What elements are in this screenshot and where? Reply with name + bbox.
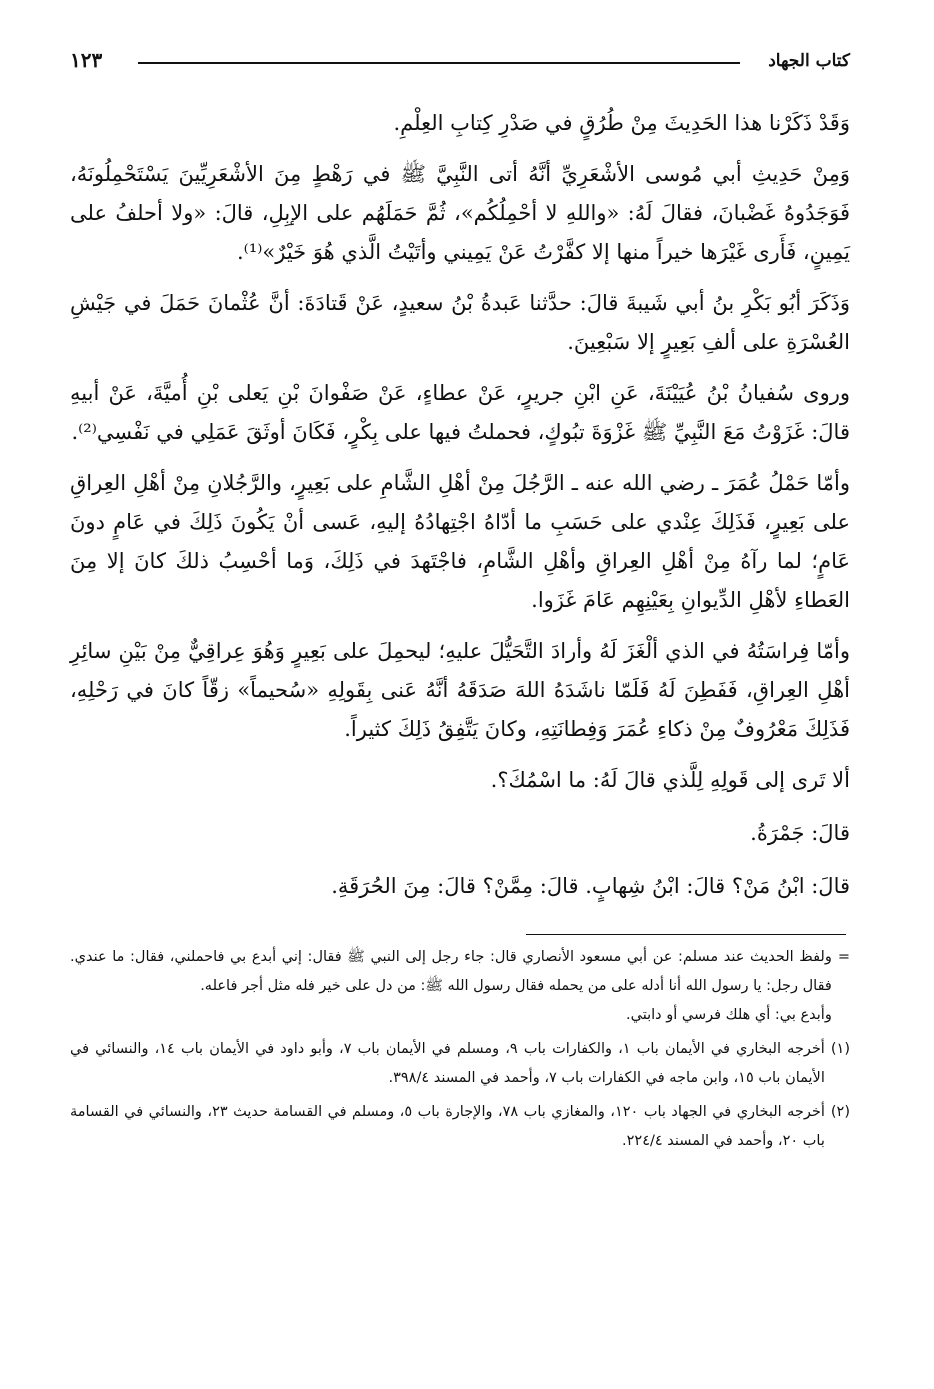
- body-paragraph: وأمّا حَمْلُ عُمَرَ ـ رضي الله عنه ـ الرَّجُلَ مِنْ أهْلِ الشَّامِ على بَعِيرٍ، والرَّجُلانِ مِنْ أهْلِ العِراقِ على بَعِيرٍ، فَذَلِكَ عِنْدي على حَسَبِ ما أدّاهُ اجْتِهادُهُ إليهِ، عَسى أنْ يَكُونَ ذَلِكَ في عَامٍ دونَ عَامٍ؛ لما رآهُ مِنْ أهْلِ العِراقِ وأهْلِ الشَّامِ، فاجْتَهدَ في ذَلِكَ، وَما أحْسِبُ ذلكَ كانَ إلا مِنَ العَطاءِ لأهْلِ الدِّيوانِ بِعَيْنِهِم عَامَ غَزَوا.: [70, 471, 850, 612]
- footnote-separator: [526, 934, 846, 935]
- page-number: ١٢٣: [70, 48, 103, 72]
- body-paragraph: وَقَدْ ذَكَرْنا هذا الحَدِيثَ مِنْ طُرُقٍ في صَدْرِ كِتابِ العِلْمِ.: [393, 111, 850, 135]
- header-rule: [138, 62, 740, 64]
- book-page: [70, 30, 850, 1389]
- body-paragraph: وَمِنْ حَدِيثِ أبي مُوسى الأشْعَرِيِّ أنَّهُ أتى النَّبِيَّ ﷺ في رَهْطٍ مِنَ الأشْعَرِيِّينَ يَسْتَحْمِلُونَهُ، فَوَجَدُوهُ غَضْبانَ، فقالَ لَهُ: «واللهِ لا أحْمِلُكُم»، ثُمَّ حَمَلَهُم على الإبِلِ، قالَ: «ولا أحلفُ على يَمِينٍ، فَأَرى غَيْرَها خيراً منها إلا كفَّرْتُ عَنْ يَمِيني وأتَيْتُ الَّذي هُوَ خَيْرٌ»⁽¹⁾.: [70, 162, 850, 264]
- footnote-text: أخرجه البخاري في الجهاد باب ١٢٠، والمغازي باب ٧٨، والإجارة باب ٥، ومسلم في القسامة حديث ٢٣، والنسائي في القسامة باب ٢٠، وأحمد في المسند ٢٢٤/٤.: [70, 1104, 825, 1149]
- dialogue-line: ألا تَرى إلى قَولِهِ لِلَّذي قالَ لَهُ: ما اسْمُكَ؟.: [490, 768, 850, 792]
- dialogue-line: قالَ: ابْنُ مَنْ؟ قالَ: ابْنُ شِهابٍ. قالَ: مِمَّنْ؟ قالَ: مِنَ الحُرَقَةِ.: [331, 874, 850, 898]
- footnote-marker: =: [837, 949, 850, 965]
- footnote-line: ولفظ الحديث عند مسلم: عن أبي مسعود الأنصاري قال: جاء رجل إلى النبي ﷺ فقال: إني أبدع بي فاحملني، فقال: ما عندي. فقال رجل: يا رسول الله أنا أدله على من يحمله فقال رسول الله ﷺ: من دل على خير فله مثل أجر فاعله.: [70, 949, 832, 994]
- footnote-marker: (١): [830, 1041, 850, 1057]
- footnote-text: أخرجه البخاري في الأيمان باب ١، والكفارات باب ٩، ومسلم في الأيمان باب ٧، وأبو داود في الأيمان باب ١٤، والنسائي في الأيمان باب ١٥، وابن ماجه في الكفارات باب ٧، وأحمد في المسند ٣٩٨/٤.: [70, 1041, 825, 1086]
- footnote-1: [70, 1035, 850, 1093]
- dialogue-line: قالَ: جَمْرَةُ.: [750, 821, 850, 845]
- body-paragraph: وَذَكَرَ أبُو بَكْرِ بنُ أبي شَيبةَ قالَ: حدَّثنا عَبدةُ بْنُ سعيدٍ، عَنْ قَتادَةَ: أنَّ عُثْمانَ حَمَلَ في جَيْشِ العُسْرَةِ على ألفِ بَعِيرٍ إلا سَبْعِينَ.: [70, 291, 850, 354]
- running-title: كتاب الجهاد: [768, 51, 850, 71]
- footnote-continuation: [70, 943, 850, 1030]
- footnote-marker: (٢): [830, 1104, 850, 1120]
- footnote-2: [70, 1098, 850, 1156]
- body-paragraph: وروى سُفيانُ بْنُ عُيَيْنَةَ، عَنِ ابْنِ جريرٍ، عَنْ عطاءٍ، عَنْ صَفْوانَ بْنِ يَعلى بْنِ أُميَّةَ، عَنْ أبيهِ قالَ: غَزَوْتُ مَعَ النَّبِيِّ ﷺ غَزْوَةَ تبُوكٍ، فحملتُ فيها على بِكْرٍ، فَكَانَ أوثَقَ عَمَلِي في نَفْسِي⁽²⁾.: [70, 381, 850, 444]
- main-text: [70, 104, 850, 906]
- body-paragraph: وأمّا فِراسَتُهُ في الذي ألْغَزَ لَهُ وأرادَ التَّحَيُّلَ عليهِ؛ ليحمِلَ على بَعِيرٍ وَهُوَ عِراقِيٌّ مِنْ بَيْنِ سائِرِ أهْلِ العِراقِ، فَفَطِنَ لَهُ فَلَمّا ناشَدَهُ اللهَ صَدَقَهُ أنَّهُ عَنى بِقَولِهِ «سُحيماً» زقّاً كانَ في رَحْلِهِ، فَذَلِكَ مَعْرُوفٌ مِنْ ذكاءِ عُمَرَ وَفِطانَتِهِ، وكانَ يَتَّفِقُ ذَلِكَ كثيراً.: [70, 639, 850, 741]
- footnotes: [70, 943, 850, 1156]
- page-header: [70, 30, 850, 70]
- footnote-line: وأبدع بي: أي هلك فرسي أو دابتي.: [626, 1007, 832, 1023]
